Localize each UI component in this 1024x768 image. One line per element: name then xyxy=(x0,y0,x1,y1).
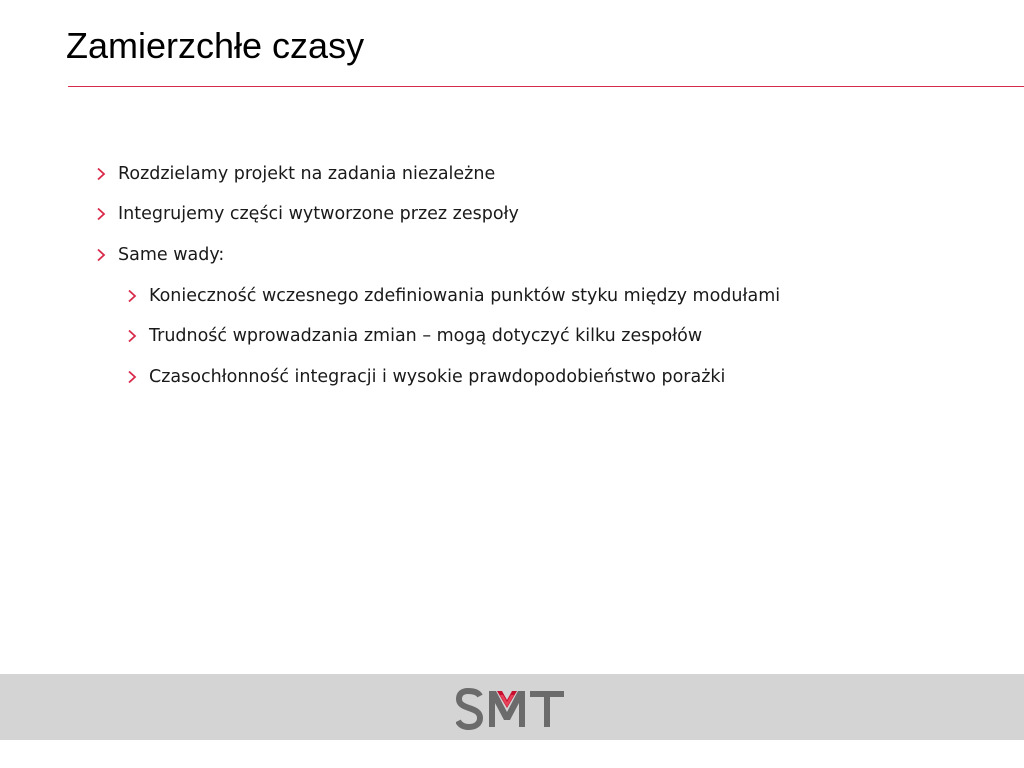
smt-logo xyxy=(456,688,568,730)
slide-title: Zamierzchłe czasy xyxy=(66,25,365,66)
chevron-right-icon xyxy=(127,329,138,343)
bullet-item xyxy=(96,243,224,267)
bullet-text: Czasochłonność integracji i wysokie prawdopodobieństwo porażki xyxy=(149,367,726,387)
chevron-right-icon xyxy=(127,289,138,303)
chevron-right-icon xyxy=(96,167,107,181)
chevron-right-icon xyxy=(96,207,107,221)
bullet-text: Same wady: xyxy=(118,245,225,265)
bullet-text: Integrujemy części wytworzone przez zespoły xyxy=(118,204,519,224)
sub-bullet-item xyxy=(127,284,780,308)
bullet-item xyxy=(96,162,495,186)
chevron-right-icon xyxy=(96,248,107,262)
sub-bullet-item xyxy=(127,324,702,348)
bullet-text: Konieczność wczesnego zdefiniowania punktów styku między modułami xyxy=(149,286,781,306)
sub-bullet-item xyxy=(127,365,725,389)
bullet-text: Rozdzielamy projekt na zadania niezależne xyxy=(118,164,496,184)
footer-bar xyxy=(0,674,1024,740)
bullet-item xyxy=(96,202,519,226)
chevron-right-icon xyxy=(127,370,138,384)
bullet-text: Trudność wprowadzania zmian – mogą dotyczyć kilku zespołów xyxy=(149,326,703,346)
